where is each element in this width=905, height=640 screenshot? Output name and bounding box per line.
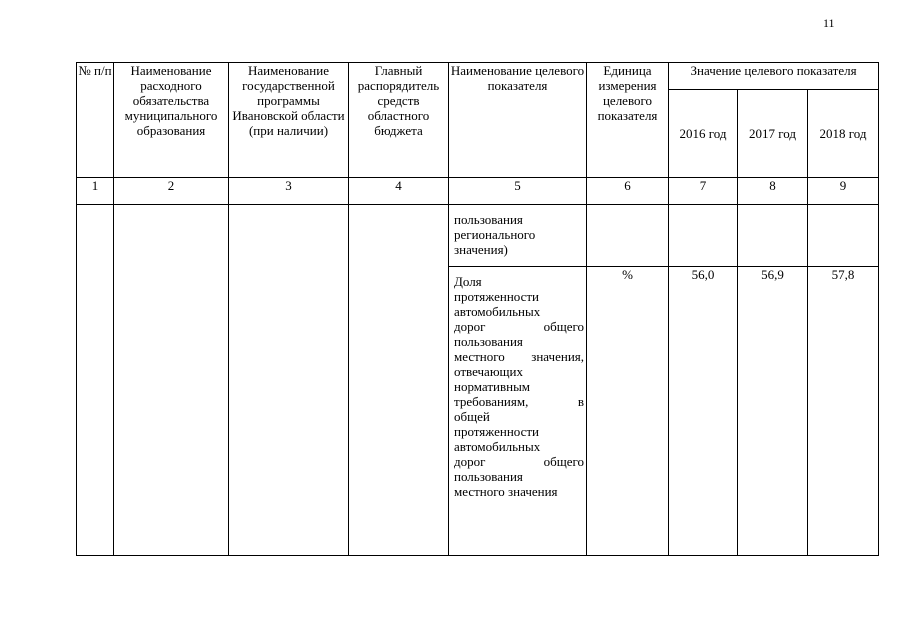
indicator-line: местного значения: [454, 484, 558, 499]
cell-value-2018: 57,8: [808, 267, 879, 556]
indicator-line: протяженности: [454, 289, 540, 304]
indicator-line: нормативным: [454, 379, 531, 394]
cell-obligation: [114, 205, 229, 556]
cell-number: [77, 205, 114, 556]
header-year-2017: 2017 год: [738, 90, 808, 178]
header-values-group: Значение целевого показателя: [669, 63, 879, 90]
indicator-line: протяженности: [454, 424, 540, 439]
column-number: 6: [587, 178, 669, 205]
indicator-line: автомобильных: [454, 304, 541, 319]
header-program: Наименование государственной программы Ивановской области (при наличии): [229, 63, 349, 178]
column-number: 4: [349, 178, 449, 205]
table-row: [77, 205, 879, 267]
column-numbers-row: [77, 178, 879, 205]
cell-value-2017: [738, 205, 808, 267]
indicator-line: дорог общего: [454, 319, 584, 334]
column-number: 9: [808, 178, 879, 205]
column-number: 7: [669, 178, 738, 205]
column-number: 3: [229, 178, 349, 205]
column-number: 2: [114, 178, 229, 205]
indicator-line: автомобильных: [454, 439, 541, 454]
header-obligation: Наименование расходного обязательства муниципального образования: [114, 63, 229, 178]
page-number: 11: [823, 16, 835, 30]
cell-unit: %: [587, 267, 669, 556]
indicator-line: пользования: [454, 469, 523, 484]
header-indicator: Наименование целевого показателя: [449, 63, 587, 178]
indicator-line: общей: [454, 409, 490, 424]
cell-value-2017: 56,9: [738, 267, 808, 556]
column-number: 5: [449, 178, 587, 205]
indicator-line: дорог общего: [454, 454, 584, 469]
cell-indicator: [449, 205, 587, 267]
target-indicators-table: [76, 62, 879, 556]
indicator-line: пользования: [454, 334, 523, 349]
indicator-line: регионального: [454, 227, 536, 242]
header-manager: Главный распорядитель средств областного бюджета: [349, 63, 449, 178]
cell-value-2016: 56,0: [669, 267, 738, 556]
indicator-line: требованиям, в: [454, 394, 584, 409]
header-year-2018: 2018 год: [808, 90, 879, 178]
header-year-2016: 2016 год: [669, 90, 738, 178]
cell-program: [229, 205, 349, 556]
indicator-line: местного значения,: [454, 349, 584, 364]
cell-unit: [587, 205, 669, 267]
indicator-line: значения): [454, 242, 508, 257]
column-number: 1: [77, 178, 114, 205]
indicator-line: пользования: [454, 212, 523, 227]
cell-value-2016: [669, 205, 738, 267]
cell-manager: [349, 205, 449, 556]
header-unit: Единица измерения целевого показателя: [587, 63, 669, 178]
indicator-line: отвечающих: [454, 364, 524, 379]
cell-value-2018: [808, 205, 879, 267]
cell-indicator: [449, 267, 587, 556]
header-number: № п/п: [77, 63, 114, 178]
column-number: 8: [738, 178, 808, 205]
indicator-line: Доля: [454, 274, 482, 289]
